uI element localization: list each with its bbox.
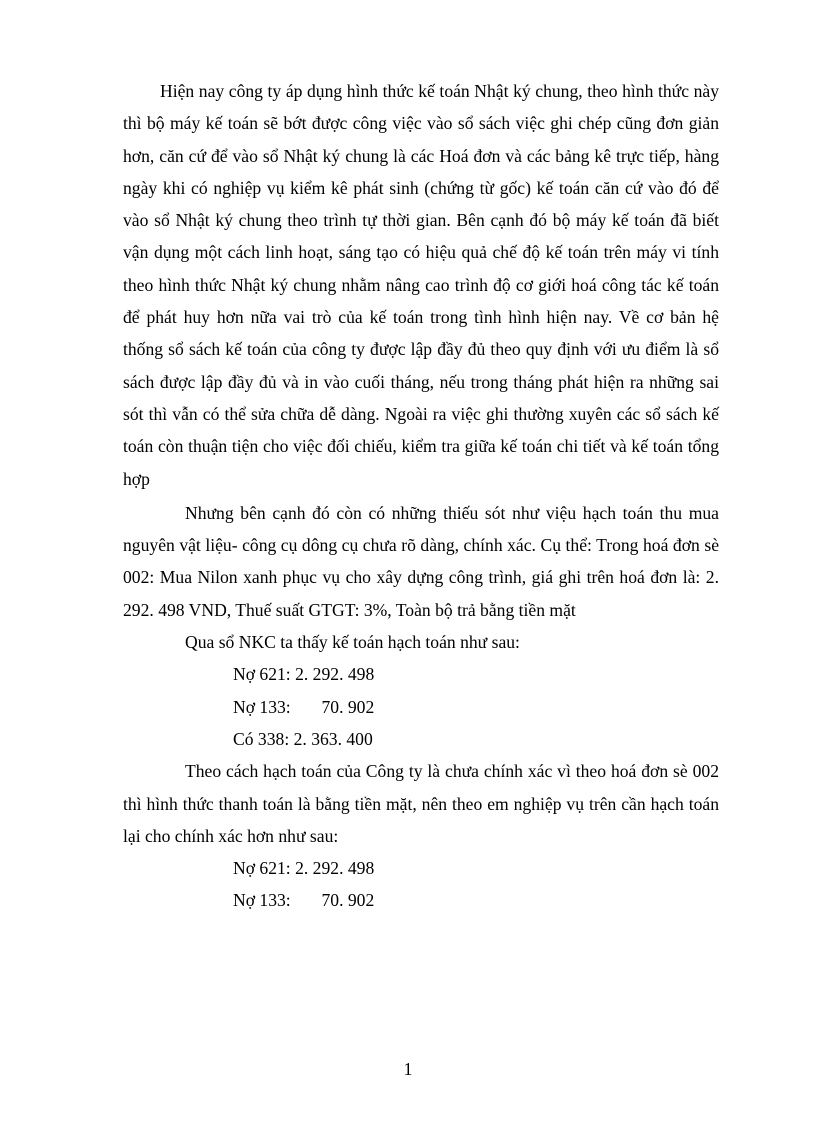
journal-entry-debit-621-corrected: Nợ 621: 2. 292. 498: [233, 858, 375, 879]
journal-entry-debit-133-corrected: Nợ 133: 70. 902: [233, 890, 375, 911]
journal-entry-debit-621: Nợ 621: 2. 292. 498: [233, 664, 375, 685]
paragraph-shortcomings: Nhưng bên cạnh đó còn có những thiếu sót như việu hạch toán thu mua nguyên vật liệu- công cụ dông cụ chưa rõ dàng, chính xác. Cụ thể: Trong hoá đơn sè 002: Mua Nilon xanh phục vụ cho xây dựng công trình, giá ghi trên hoá đơn là: 2. 292. 498 VND, Thuế suất GTGT: 3%, Toàn bộ trả bằng tiền mặt: [123, 502, 719, 620]
journal-entries-corrected: [123, 852, 719, 917]
document-body: [123, 75, 719, 917]
paragraph-correction: Theo cách hạch toán của Công ty là chưa chính xác vì theo hoá đơn sè 002 thì hình thức thanh toán là bằng tiền mặt, nên theo em nghiệp vụ trên cần hạch toán lại cho chính xác hơn như sau:: [123, 761, 719, 846]
paragraph-accounting-system: Hiện nay công ty áp dụng hình thức kế toán Nhật ký chung, theo hình thức này thì bộ máy kế toán sẽ bớt được công việc vào sổ sách việc ghi chép cũng đơn giản hơn, căn cứ để vào sổ Nhật ký chung là các Hoá đơn và các bảng kê trực tiếp, hàng ngày khi có nghiệp vụ kiểm kê phát sinh (chứng từ gốc) kế toán căn cứ vào đó để vào sổ Nhật ký chung theo trình tự thời gian. Bên cạnh đó bộ máy kế toán đã biết vận dụng một cách linh hoạt, sáng tạo có hiệu quả chế độ kế toán trên máy vi tính theo hình thức Nhật ký chung nhằm nâng cao trình độ cơ giới hoá công tác kế toán để phát huy hơn nữa vai trò của kế toán trong tình hình hiện nay. Về cơ bản hệ thống sổ sách kế toán của công ty được lập đầy đủ theo quy định với ưu điểm là sổ sách được lập đầy đủ và in vào cuối tháng, nếu trong tháng phát hiện ra những sai sót thì vẫn có thể sửa chữa dễ dàng. Ngoài ra việc ghi thường xuyên các sổ sách kế toán còn thuận tiện cho việc đối chiếu, kiểm tra giữa kế toán chi tiết và kế toán tổng hợp: [123, 81, 719, 489]
journal-entry-debit-133: Nợ 133: 70. 902: [233, 696, 375, 717]
journal-entries-company: [123, 658, 719, 755]
page-number: 1: [403, 1059, 413, 1079]
journal-entry-credit-338: Có 338: 2. 363. 400: [233, 728, 373, 749]
paragraph-nkc-lead: Qua sổ NKC ta thấy kế toán hạch toán như sau:: [185, 632, 520, 653]
